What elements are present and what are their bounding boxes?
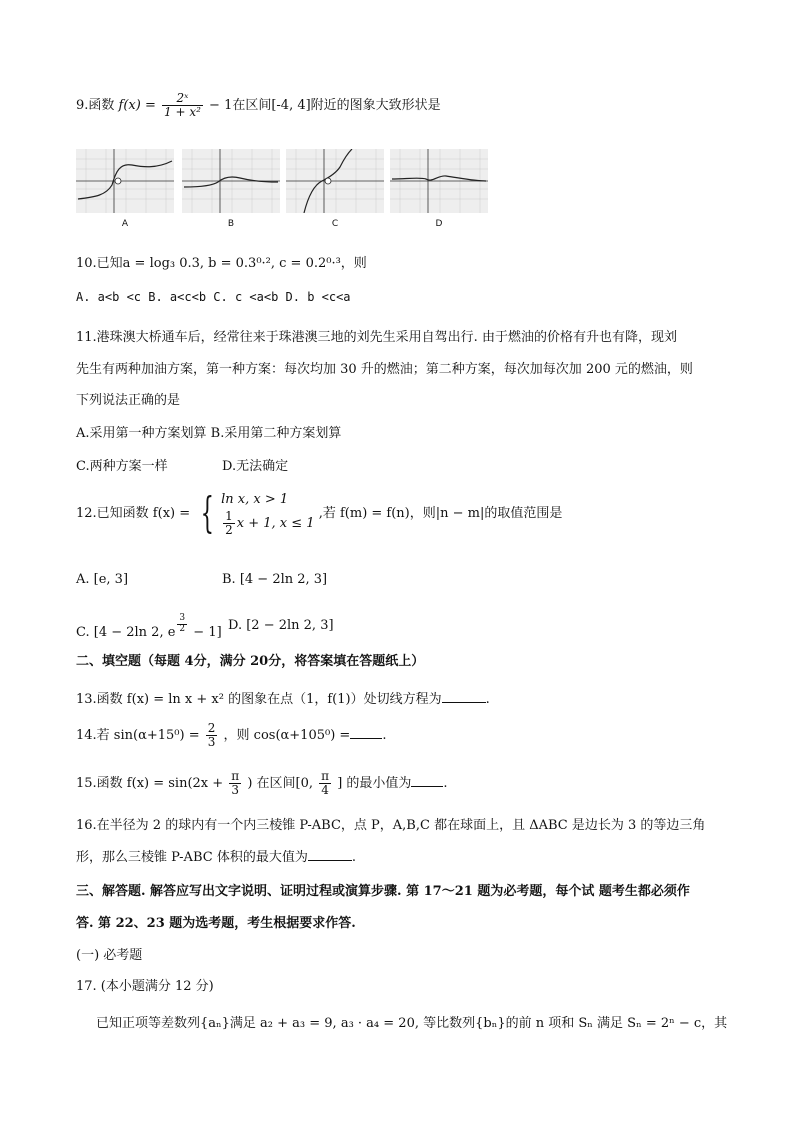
q14-post: ，则 cos(α+105⁰) = xyxy=(223,728,351,744)
graph-option-d xyxy=(390,149,488,229)
q12-brace: { xyxy=(200,488,215,538)
q14-question xyxy=(76,722,386,749)
q12-cases xyxy=(221,490,314,537)
graph-option-c xyxy=(286,149,384,229)
q10-options: A. a<b <c B. a<c<b C. c <a<b D. b <c<a xyxy=(76,290,351,304)
q12-option-b: B. [4 − 2ln 2, 3] xyxy=(222,572,328,587)
q15-frac2-num: π xyxy=(321,769,330,783)
q12-prefix: 12.已知函数 f(x) = xyxy=(76,505,191,521)
q11-line1: 11.港珠澳大桥通车后，经常往来于珠港澳三地的刘先生采用自驾出行. 由于燃油的价格有升也有降，现刘 xyxy=(76,330,677,345)
graph-a-plot xyxy=(76,149,174,213)
graph-b-label: B xyxy=(227,219,235,229)
q11-option-d: D.无法确定 xyxy=(222,459,289,474)
q13-text: 13.函数 f(x) = ln x + x² 的图象在点（1，f(1)）处切线方程为 xyxy=(76,692,442,707)
graph-c-plot xyxy=(286,149,384,213)
q12-question xyxy=(76,490,562,537)
q12-option-c-exp xyxy=(177,614,187,635)
q12-case2-rest: x + 1, x ≤ 1 xyxy=(236,515,315,531)
q16-blank xyxy=(308,850,352,861)
q15-post: ] 的最小值为 xyxy=(337,776,412,792)
q13-blank xyxy=(442,692,486,703)
q15-frac2 xyxy=(319,770,331,797)
q12-suffix: ,若 f(m) = f(n)，则|n − m|的取值范围是 xyxy=(318,505,563,521)
q13-end: . xyxy=(485,692,490,707)
section3-line2: 答. 第 22、23 题为选考题，考生根据要求作答. xyxy=(76,916,356,931)
q11-option-ab: A.采用第一种方案划算 B.采用第二种方案划算 xyxy=(76,426,342,441)
q9-prefix: 9.函数 xyxy=(76,98,115,114)
q9-graph-options xyxy=(76,149,486,231)
q9-fraction xyxy=(162,92,203,119)
part1-heading: (一) 必考题 xyxy=(76,948,143,963)
q16-line1: 16.在半径为 2 的球内有一个内三棱锥 P-ABC，点 P，A,B,C 都在球面上，且 ΔABC 是边长为 3 的等边三角 xyxy=(76,818,706,833)
q15-pre: 15.函数 f(x) = sin(2x + xyxy=(76,776,224,792)
q12-case2-frac xyxy=(223,510,235,537)
q15-frac1-num: π xyxy=(231,769,240,783)
q17-body: 已知正项等差数列{aₙ}满足 a₂ + a₃ = 9, a₃ · a₄ = 20, 等比数列{bₙ}的前 n 项和 Sₙ 满足 Sₙ = 2ⁿ − c，其 xyxy=(96,1016,728,1031)
q12-option-c xyxy=(76,614,222,640)
q9-rest: − 1在区间[-4, 4]附近的图象大致形状是 xyxy=(209,98,441,114)
q14-frac-num: 2 xyxy=(207,721,216,735)
q14-frac xyxy=(206,722,218,749)
q12-option-a: A. [e, 3] xyxy=(76,572,129,587)
q9-frac-den: 1 + x² xyxy=(164,105,201,120)
graph-b-plot xyxy=(182,149,280,213)
q14-pre: 14.若 sin(α+15⁰) = xyxy=(76,728,200,744)
q17-title: 17. (本小题满分 12 分) xyxy=(76,979,214,994)
q16-line2 xyxy=(76,846,356,865)
q12-case2-num: 1 xyxy=(225,508,233,523)
q11-option-c: C.两种方案一样 xyxy=(76,459,168,474)
section3-line1: 三、解答题. 解答应写出文字说明、证明过程或演算步骤. 第 17～21 题为必考题，每个试 题考生都必须作 xyxy=(76,884,690,899)
q12-option-c-tail: − 1] xyxy=(193,625,222,641)
q12-option-d: D. [2 − 2ln 2, 3] xyxy=(228,618,334,633)
q12-exp-num: 3 xyxy=(179,613,186,623)
q15-frac1 xyxy=(229,770,241,797)
q13-question xyxy=(76,688,490,707)
q9-frac-num: 2ˣ xyxy=(162,92,203,106)
section2-heading: 二、填空题（每题 4分，满分 20分，将答案填在答题纸上） xyxy=(76,654,425,669)
graph-option-a xyxy=(76,149,174,229)
q12-case2 xyxy=(221,510,314,537)
q15-question xyxy=(76,770,448,797)
q12-exp-den: 2 xyxy=(179,623,186,634)
q9-line xyxy=(76,92,441,119)
q10-question: 10.已知a = log₃ 0.3, b = 0.3⁰·², c = 0.2⁰·³，则 xyxy=(76,256,367,271)
q15-end: . xyxy=(443,776,448,792)
q15-blank xyxy=(411,776,443,787)
q15-mid: ) 在区间[0, xyxy=(247,776,314,792)
q14-end: . xyxy=(382,728,387,744)
graph-d-plot xyxy=(390,149,488,213)
q11-line3: 下列说法正确的是 xyxy=(76,393,181,408)
q9-lhs: f(x) = xyxy=(118,98,156,114)
graph-d-label: D xyxy=(435,219,443,229)
graph-c-label: C xyxy=(331,219,339,229)
q12-option-c-text: C. [4 − 2ln 2, e xyxy=(76,625,176,641)
q11-line2: 先生有两种加油方案，第一种方案：每次均加 30 升的燃油；第二种方案，每次加每次加 200 元的燃油，则 xyxy=(76,362,693,377)
q16-line2-text: 形，那么三棱锥 P-ABC 体积的最大值为 xyxy=(76,850,308,865)
q12-case2-den: 2 xyxy=(225,522,233,537)
graph-option-b xyxy=(182,149,280,229)
q16-end: . xyxy=(351,850,356,865)
q14-blank xyxy=(350,728,382,739)
q12-case1: ln x, x > 1 xyxy=(221,492,289,507)
q15-frac1-den: 3 xyxy=(231,783,240,798)
q14-frac-den: 3 xyxy=(207,735,216,750)
graph-a-label: A xyxy=(121,219,129,229)
q15-frac2-den: 4 xyxy=(321,783,329,798)
